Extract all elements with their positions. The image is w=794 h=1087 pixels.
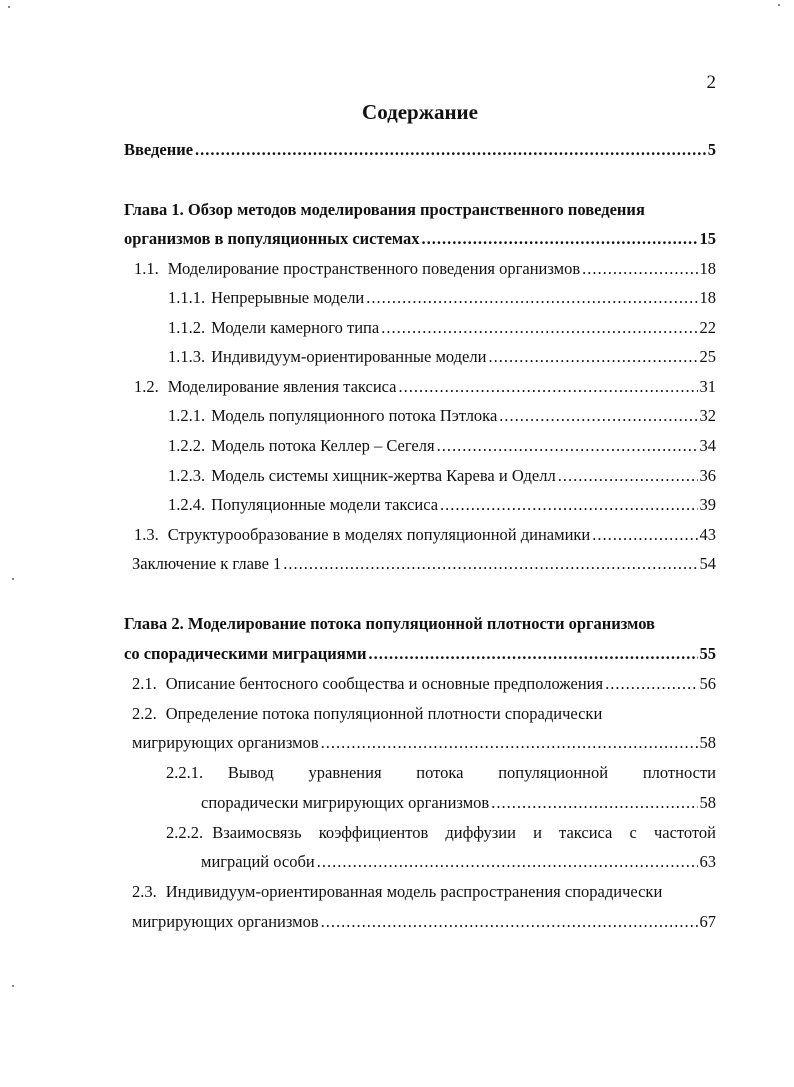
toc-entry-text: со спорадическими миграциями (124, 644, 367, 663)
toc-page-number: 67 (699, 912, 716, 931)
toc-entry-2-2-2[interactable] (201, 852, 716, 872)
toc-entry-text: миграций особи (201, 852, 315, 871)
toc-entry-introduction[interactable] (124, 140, 716, 160)
dot-leader (440, 495, 697, 515)
toc-entry-text: Моделирование пространственного поведения организмов (167, 259, 581, 278)
toc-word: коэффициентов (318, 823, 429, 842)
toc-section-number: 1.1.3. (168, 347, 206, 366)
dot-leader (399, 377, 698, 397)
toc-entry-1-2-1[interactable] (168, 406, 716, 426)
toc-entry-text: Модель популяционного потока Пэтлока (211, 406, 498, 425)
toc-entry-1-3[interactable] (134, 525, 716, 545)
toc-page-number: 5 (707, 140, 716, 159)
dot-leader (283, 554, 697, 574)
toc-entry-1-2-2[interactable] (168, 436, 716, 456)
dot-leader (582, 259, 697, 279)
toc-section-number: 2.2.2. (166, 823, 204, 842)
toc-section-number: 1.2. (134, 377, 159, 396)
toc-section-number: 1.1.1. (168, 288, 206, 307)
dot-leader (366, 288, 697, 308)
toc-word: и (533, 823, 542, 842)
toc-page-number: 58 (699, 733, 716, 752)
toc-entry-2-3-line1[interactable] (132, 882, 662, 902)
toc-page-number: 56 (699, 674, 716, 693)
toc-entry-text: Моделирование явления таксиса (167, 377, 397, 396)
toc-section-number: 1.1. (134, 259, 159, 278)
dot-leader (491, 793, 697, 813)
toc-section-number: 2.3. (132, 882, 157, 901)
toc-entry-2-1[interactable] (132, 674, 716, 694)
dot-leader (381, 318, 697, 338)
toc-entry-text: Определение потока популяционной плотности спорадически (165, 704, 603, 723)
toc-section-number: 1.3. (134, 525, 159, 544)
toc-page-number: 63 (699, 852, 716, 871)
toc-entry-chapter2[interactable] (124, 644, 716, 664)
toc-entry-1-1-1[interactable] (168, 288, 716, 308)
dot-leader (195, 140, 706, 160)
dot-leader (499, 406, 697, 426)
dot-leader (321, 912, 698, 932)
dot-leader (321, 733, 698, 753)
toc-entry-chapter1[interactable] (124, 229, 716, 249)
toc-word: частотой (653, 823, 716, 842)
toc-entry-2-2-1-line1[interactable] (166, 763, 716, 783)
dot-leader (422, 229, 698, 249)
scan-speck (12, 985, 14, 987)
toc-word: потока (416, 763, 464, 782)
toc-page-number: 54 (699, 554, 716, 573)
dot-leader (317, 852, 698, 872)
toc-word: Взаимосвязь (212, 823, 302, 842)
toc-page-number: 15 (699, 229, 716, 248)
toc-page-number: 36 (699, 466, 716, 485)
toc-entry-text: Структурообразование в моделях популяционной динамики (167, 525, 591, 544)
toc-page-number: 32 (699, 406, 716, 425)
toc-word: популяционной (498, 763, 609, 782)
toc-section-number: 2.2. (132, 704, 157, 723)
toc-word: с (629, 823, 637, 842)
toc-entry-chapter1-conclusion[interactable] (132, 554, 716, 574)
dot-leader (368, 644, 697, 664)
toc-entry-1-2-4[interactable] (168, 495, 716, 515)
toc-entry-2-2-1[interactable] (201, 793, 716, 813)
dot-leader (488, 347, 697, 367)
toc-section-number: 1.2.1. (168, 406, 206, 425)
toc-entry-1-1[interactable] (134, 259, 716, 279)
toc-entry-2-2-2-line1[interactable] (166, 823, 716, 843)
toc-page-number: 39 (699, 495, 716, 514)
dot-leader (558, 466, 698, 486)
toc-entry-text: мигрирующих организмов (132, 733, 319, 752)
toc-word: плотности (642, 763, 716, 782)
page-title: Содержание (362, 100, 478, 124)
toc-page-number: 18 (699, 288, 716, 307)
toc-word: уравнения (308, 763, 382, 782)
toc-page-number: 58 (699, 793, 716, 812)
toc-section-number: 1.1.2. (168, 318, 206, 337)
toc-word: таксиса (559, 823, 613, 842)
toc-entry-1-1-2[interactable] (168, 318, 716, 338)
toc-page-number: 55 (699, 644, 716, 663)
toc-entry-2-2-line1[interactable] (132, 704, 602, 724)
dot-leader (605, 674, 697, 694)
toc-page-number: 31 (699, 377, 716, 396)
toc-page-number: 22 (699, 318, 716, 337)
toc-entry-1-2-3[interactable] (168, 466, 716, 486)
chapter2-heading-line1[interactable]: Глава 2. Моделирование потока популяционной плотности организмов (124, 614, 655, 633)
toc-section-number: 2.2.1. (166, 763, 204, 782)
toc-section-number: 1.2.3. (168, 466, 206, 485)
toc-page-number: 43 (699, 525, 716, 544)
page-number: 2 (706, 72, 716, 93)
scan-speck (12, 578, 14, 580)
toc-entry-2-2[interactable] (132, 733, 716, 753)
toc-entry-text: Непрерывные модели (211, 288, 365, 307)
chapter1-heading-line1[interactable]: Глава 1. Обзор методов моделирования пространственного поведения (124, 200, 645, 219)
toc-entry-2-3[interactable] (132, 912, 716, 932)
scan-speck (8, 6, 10, 8)
toc-section-number: 2.1. (132, 674, 157, 693)
toc-section-number: 1.2.2. (168, 436, 206, 455)
toc-entry-text: Модели камерного типа (211, 318, 380, 337)
toc-entry-text: организмов в популяционных системах (124, 229, 420, 248)
toc-word: Вывод (227, 763, 274, 782)
toc-entry-1-1-3[interactable] (168, 347, 716, 367)
toc-entry-text: Индивидуум-ориентированная модель распространения спорадически (165, 882, 663, 901)
toc-entry-text: Введение (124, 140, 194, 159)
toc-entry-1-2[interactable] (134, 377, 716, 397)
dot-leader (437, 436, 698, 456)
toc-entry-text: спорадически мигрирующих организмов (201, 793, 490, 812)
toc-entry-text: мигрирующих организмов (132, 912, 319, 931)
toc-word: диффузии (445, 823, 516, 842)
toc-entry-text: Описание бентосного сообщества и основные предположения (165, 674, 604, 693)
toc-page-number: 18 (699, 259, 716, 278)
toc-page-number: 25 (699, 347, 716, 366)
toc-page-number: 34 (699, 436, 716, 455)
toc-section-number: 1.2.4. (168, 495, 206, 514)
toc-entry-text: Заключение к главе 1 (132, 554, 282, 573)
dot-leader (592, 525, 697, 545)
toc-entry-text: Модель системы хищник-жертва Карева и Оделл (211, 466, 556, 485)
toc-entry-text: Индивидуум-ориентированные модели (211, 347, 487, 366)
toc-entry-text: Популяционные модели таксиса (211, 495, 439, 514)
scan-speck (778, 4, 780, 6)
toc-entry-text: Модель потока Келлер – Сегеля (211, 436, 435, 455)
